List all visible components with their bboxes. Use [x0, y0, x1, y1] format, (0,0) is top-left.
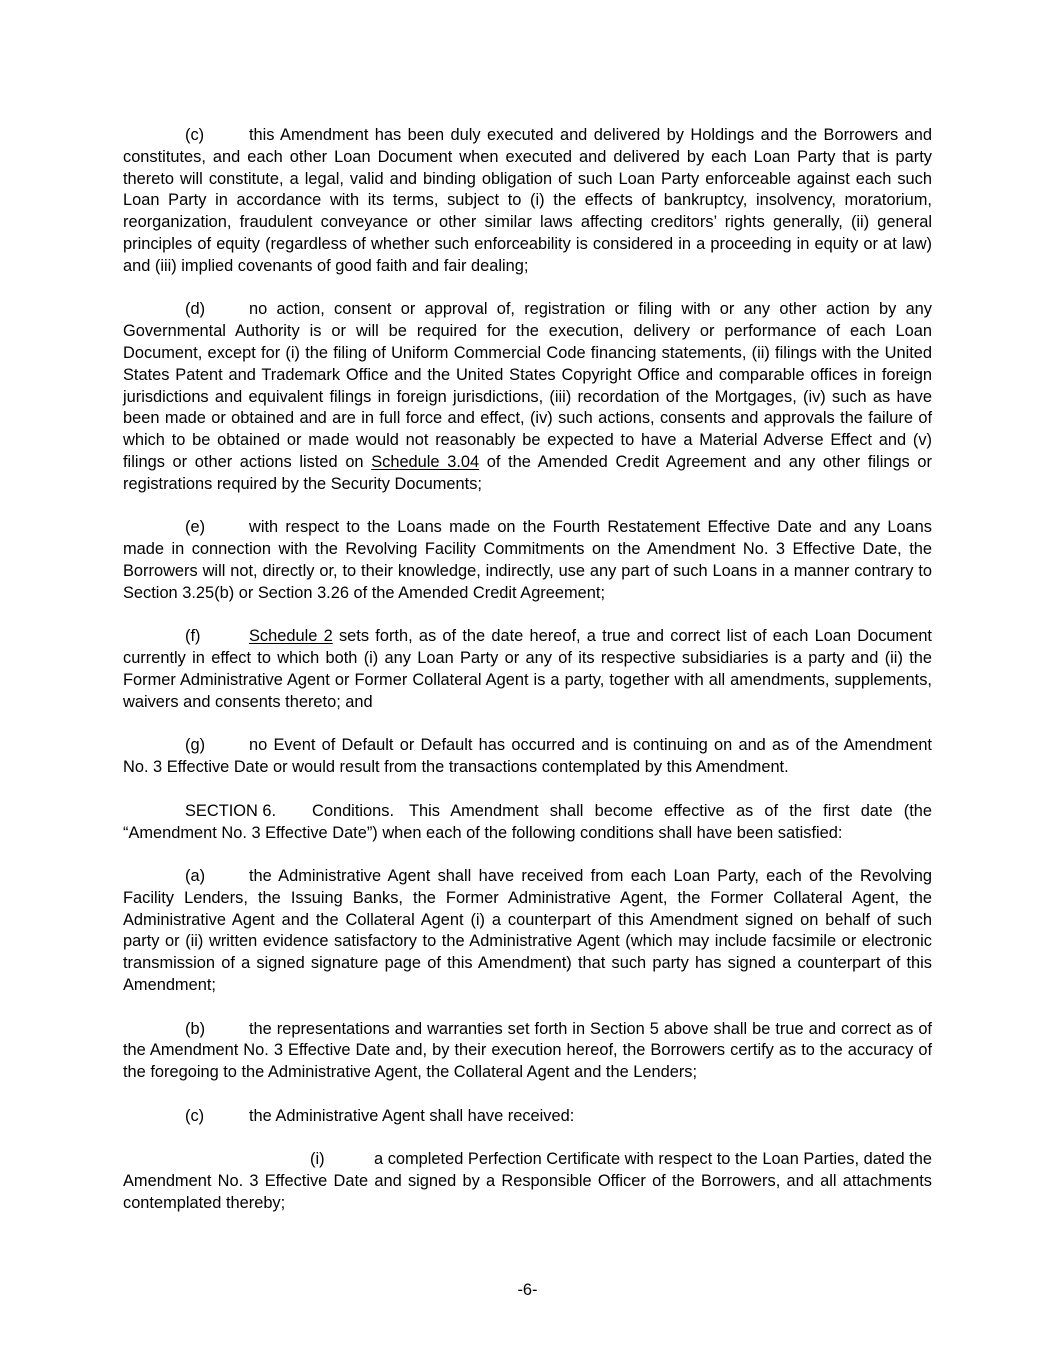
schedule-3-04-reference: Schedule 3.04	[371, 452, 480, 471]
subparagraph-i	[123, 1149, 932, 1214]
section-heading: Conditions.	[312, 801, 395, 820]
paragraph-c	[123, 125, 932, 278]
paragraph-a	[123, 866, 932, 997]
section-number: SECTION 6.	[185, 801, 277, 820]
section-text: This Amendment shall become effective as of the first date (the “Amendment No. 3 Effective Date”) when each of the following conditions shall have been satisfied:	[123, 801, 932, 842]
paragraph-text: sets forth, as of the date hereof, a true and correct list of each Loan Document currently in effect to which both (i) any Loan Party or any of its respective subsidiaries is a party and (ii) the Former Administrative Agent or Former Collateral Agent is a party, together with all amendments, supplements, waivers and consents thereto; and	[123, 627, 932, 711]
paragraph-text: the Administrative Agent shall have received from each Loan Party, each of the Revolving Facility Lenders, the Issuing Banks, the Former Administrative Agent, the Former Collateral Agent, the Administrative Agent and the Collateral Agent (i) a counterpart of this Amendment signed on behalf of such party or (ii) written evidence satisfactory to the Administrative Agent (which may include facsimile or electronic transmission of a signed signature page of this Amendment) that such party has signed a counterpart of this Amendment;	[123, 867, 932, 995]
paragraph-text: a completed Perfection Certificate with respect to the Loan Parties, dated the Amendment No. 3 Effective Date and signed by a Responsible Officer of the Borrowers, and all attachments contemplated thereby;	[123, 1150, 932, 1213]
paragraph-text: no action, consent or approval of, registration or filing with or any other action by any Governmental Authority is or will be required for the execution, delivery or performance of each Loan Document, except for (i) the filing of Uniform Commercial Code financing statements, (ii) filings with the United States Patent and Trademark Office and the United States Copyright Office and comparable offices in foreign jurisdictions and equivalent filings in foreign jurisdictions, (iii) recordation of the Mortgages, (iv) such as have been made or obtained and are in full force and effect, (iv) such actions, consents and approvals the failure of which to be obtained or made would not reasonably be expected to have a Material Adverse Effect and (v) filings or other actions listed on	[123, 300, 932, 471]
paragraph-e	[123, 517, 932, 604]
paragraph-label: (g)	[185, 736, 206, 755]
paragraph-label: (b)	[185, 1019, 206, 1038]
schedule-2-reference: Schedule 2	[249, 627, 333, 646]
paragraph-label: (e)	[185, 518, 206, 537]
paragraph-b	[123, 1019, 932, 1084]
paragraph-text: of the Amended Credit Agreement and any other filings or registrations required by the Security Documents;	[123, 452, 932, 493]
paragraph-label: (d)	[185, 300, 206, 319]
section-6-paragraph	[123, 801, 932, 845]
paragraph-g	[123, 735, 932, 779]
paragraph-c-second	[123, 1106, 932, 1128]
paragraph-text: no Event of Default or Default has occurred and is continuing on and as of the Amendment No. 3 Effective Date or would result from the transactions contemplated by this Amendment.	[123, 736, 932, 777]
paragraph-label: (c)	[185, 1106, 205, 1125]
page-number: -6-	[517, 1281, 538, 1299]
paragraph-text: with respect to the Loans made on the Fourth Restatement Effective Date and any Loans made in connection with the Revolving Facility Commitments on the Amendment No. 3 Effective Date, the Borrowers will not, directly or, to their knowledge, indirectly, use any part of such Loans in a manner contrary to Section 3.25(b) or Section 3.26 of the Amended Credit Agreement;	[123, 518, 932, 602]
paragraph-label: (f)	[185, 627, 201, 646]
paragraph-d	[123, 299, 932, 495]
paragraph-label: (i)	[310, 1150, 325, 1169]
paragraph-text: the Administrative Agent shall have received:	[249, 1106, 575, 1125]
paragraph-f	[123, 626, 932, 713]
paragraph-text: the representations and warranties set forth in Section 5 above shall be true and correct as of the Amendment No. 3 Effective Date and, by their execution hereof, the Borrowers certify as to the accuracy of the foregoing to the Administrative Agent, the Collateral Agent and the Lenders;	[123, 1019, 932, 1082]
paragraph-label: (c)	[185, 126, 205, 144]
paragraph-text: this Amendment has been duly executed and delivered by Holdings and the Borrowers and constitutes, and each other Loan Document when executed and delivered by each Loan Party that is party thereto will constitute, a legal, valid and binding obligation of such Loan Party enforceable against each such Loan Party in accordance with its terms, subject to (i) the effects of bankruptcy, insolvency, moratorium, reorganization, fraudulent conveyance or other similar laws affecting creditors’ rights generally, (ii) general principles of equity (regardless of whether such enforceability is considered in a proceeding in equity or at law) and (iii) implied covenants of good faith and fair dealing;	[123, 126, 932, 275]
paragraph-label: (a)	[185, 867, 206, 886]
document-body	[123, 125, 932, 1237]
